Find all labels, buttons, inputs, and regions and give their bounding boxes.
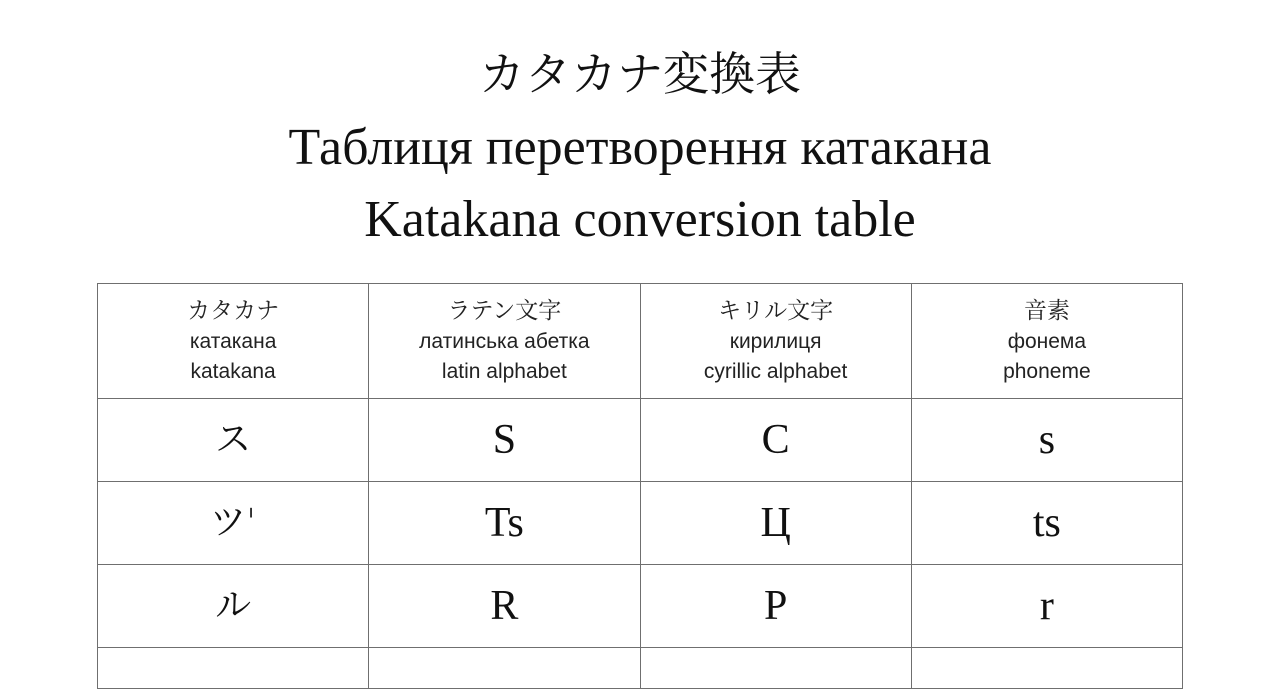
header-latin-en: latin alphabet	[441, 360, 567, 383]
cell-empty	[369, 648, 640, 689]
title-ukrainian: Таблиця перетворення катакана	[288, 119, 992, 176]
table-header-row	[98, 284, 1183, 399]
header-cyrillic-en: cyrillic alphabet	[703, 360, 848, 383]
header-phoneme	[911, 284, 1182, 399]
header-cyrillic	[640, 284, 911, 399]
cell-katakana: ル	[98, 565, 369, 648]
cell-cyrillic: С	[640, 399, 911, 482]
title-japanese: カタカナ変換表	[479, 47, 801, 101]
cell-latin: R	[369, 565, 640, 648]
header-katakana	[98, 284, 369, 399]
table-row	[98, 399, 1183, 482]
cell-katakana: ツ'	[98, 482, 369, 565]
header-phoneme-jp: 音素	[1023, 298, 1070, 324]
cell-latin: Ts	[369, 482, 640, 565]
cell-phoneme: ts	[911, 482, 1182, 565]
cell-katakana: ス	[98, 399, 369, 482]
header-cyrillic-jp: キリル文字	[718, 298, 834, 324]
cell-latin: S	[369, 399, 640, 482]
header-latin-uk: латинська абетка	[419, 330, 590, 353]
header-cyrillic-uk: кирилиця	[729, 330, 822, 353]
header-latin-jp: ラテン文字	[447, 298, 562, 324]
cell-empty	[911, 648, 1182, 689]
table-row-cut-off	[98, 648, 1183, 689]
table-row	[98, 482, 1183, 565]
header-katakana-jp: カタカナ	[187, 298, 280, 324]
conversion-table	[97, 283, 1183, 689]
header-latin	[369, 284, 640, 399]
cell-cyrillic: Ц	[640, 482, 911, 565]
cell-phoneme: r	[911, 565, 1182, 648]
cell-cyrillic: Р	[640, 565, 911, 648]
header-phoneme-en: phoneme	[1003, 360, 1091, 383]
cell-phoneme: s	[911, 399, 1182, 482]
cell-empty	[640, 648, 911, 689]
header-phoneme-uk: фонема	[1007, 330, 1087, 353]
header-katakana-uk: катакана	[189, 330, 277, 353]
header-katakana-en: katakana	[190, 360, 276, 383]
cell-empty	[98, 648, 369, 689]
table-row	[98, 565, 1183, 648]
title-english: Katakana conversion table	[364, 191, 916, 248]
